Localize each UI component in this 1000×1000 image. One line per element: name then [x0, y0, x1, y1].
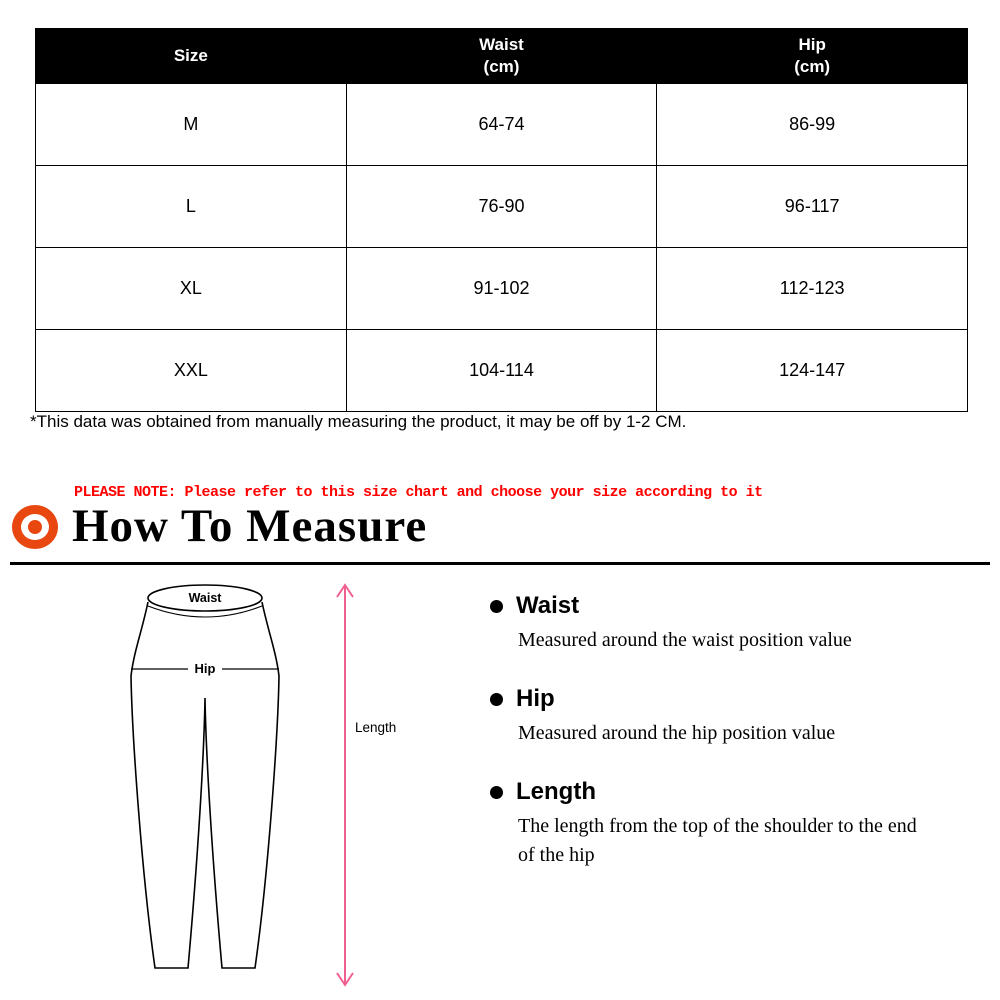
size-chart-table — [35, 28, 968, 412]
header-waist-unit: (cm) — [483, 57, 520, 76]
table-row — [36, 330, 968, 412]
header-waist-label: Waist — [479, 34, 524, 54]
waist-diagram-label: Waist — [188, 591, 222, 605]
section-title-row — [12, 500, 428, 552]
measure-item-desc: Measured around the hip position value — [518, 722, 836, 744]
measure-item-hip — [490, 685, 950, 748]
divider — [10, 562, 990, 565]
please-note-text: PLEASE NOTE: Please refer to this size chart and choose your size according to it — [74, 484, 763, 501]
measure-item-desc: The length from the top of the shoulder to the end of the hip — [518, 815, 917, 866]
measure-item-title: Hip — [516, 685, 555, 712]
header-hip-label: Hip — [798, 34, 826, 54]
hip-cell: 96-117 — [657, 166, 968, 248]
size-cell: XL — [36, 248, 347, 330]
bullet-icon — [490, 693, 503, 706]
table-row — [36, 166, 968, 248]
hip-diagram-label: Hip — [194, 661, 216, 676]
bullet-icon — [490, 786, 503, 799]
table-row — [36, 248, 968, 330]
header-size — [36, 29, 347, 84]
measure-item-title: Waist — [516, 592, 580, 619]
size-cell: M — [36, 84, 347, 166]
length-diagram-label: Length — [355, 720, 397, 735]
header-row — [36, 29, 968, 84]
header-size-label: Size — [173, 45, 208, 65]
section-title: How To Measure — [72, 500, 428, 552]
waist-cell: 76-90 — [346, 166, 657, 248]
pants-illustration — [98, 576, 418, 994]
pants-outline — [131, 602, 279, 968]
measure-item-desc: Measured around the waist position value — [518, 629, 852, 651]
measure-item-waist — [490, 592, 950, 655]
header-hip — [657, 29, 968, 84]
bullet-icon — [490, 600, 503, 613]
waist-cell: 91-102 — [346, 248, 657, 330]
header-hip-unit: (cm) — [794, 57, 831, 76]
hip-cell: 124-147 — [657, 330, 968, 412]
measurement-disclaimer: *This data was obtained from manually measuring the product, it may be off by 1-2 CM. — [30, 412, 687, 431]
target-icon — [12, 505, 58, 549]
hip-cell: 86-99 — [657, 84, 968, 166]
waist-cell: 64-74 — [346, 84, 657, 166]
pants-diagram — [98, 576, 418, 999]
header-waist — [346, 29, 657, 84]
measure-item-length — [490, 778, 950, 870]
measure-item-title: Length — [516, 778, 596, 805]
waist-cell: 104-114 — [346, 330, 657, 412]
size-cell: XXL — [36, 330, 347, 412]
size-cell: L — [36, 166, 347, 248]
hip-cell: 112-123 — [657, 248, 968, 330]
table-row — [36, 84, 968, 166]
measure-list — [490, 592, 950, 900]
